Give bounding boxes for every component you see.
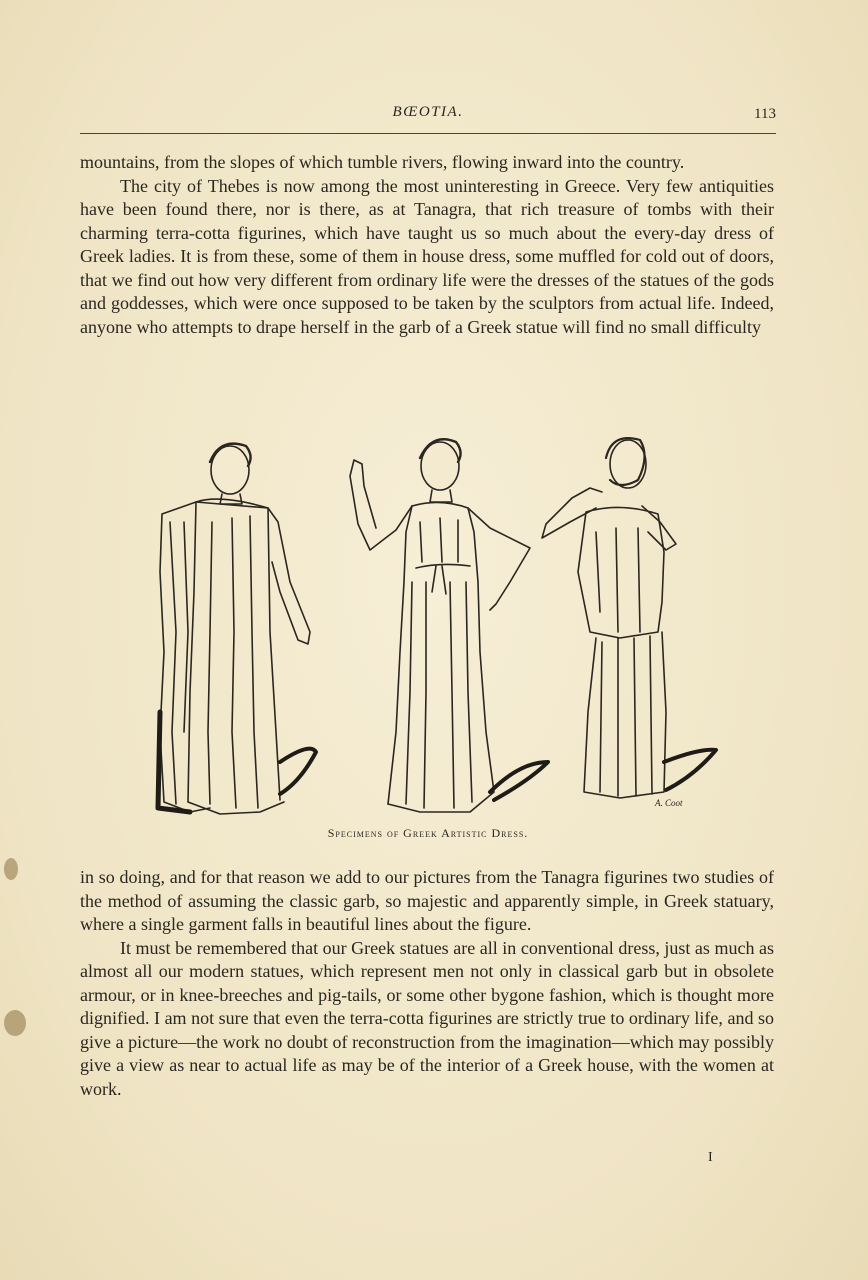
paragraph: It must be remembered that our Greek statues are all in conventional dress, just as much as almost all our modern statues, which represent men not only in classical garb but in obsolete armour, or in knee-breeches and pig-tails, or some other bygone fashion, which is thought more dignified. I am not sure that even the terra-cotta figurines are strictly true to ordinary life, and so give a picture—the work no doubt of reconstruction from the imagination—which may possibly give a view as near to actual life as may be of the interior of a Greek house, with the women at work. [80, 937, 774, 1099]
body-text-bottom [80, 866, 774, 1101]
greek-dress-illustration [150, 432, 730, 817]
header-rule [80, 133, 776, 134]
artist-signature: A. Coot [655, 798, 683, 808]
page-header [80, 102, 776, 128]
paper-stain [4, 858, 18, 880]
figure-caption: Specimens of Greek Artistic Dress. [327, 826, 529, 840]
page-number: 113 [754, 106, 776, 122]
paper-stain [4, 1010, 26, 1036]
paragraph: The city of Thebes is now among the most uninteresting in Greece. Very few antiquities have been found there, nor is there, as at Tanagra, that rich treasure of tombs with their charming terra-cotta figurines, which have taught us so much about the every-day dress of Greek ladies. It is from these, some of them in house dress, some muffled for cold out of doors, that we find out how very different from ordinary life were the dresses of the statues of the gods and goddesses, which were once supposed to be taken by the sculptors from actual life. Indeed, anyone who attempts to drape herself in the garb of a Greek statue will find no small difficulty [80, 175, 774, 337]
signature-mark: I [708, 1150, 713, 1165]
running-title: BŒOTIA. [392, 104, 464, 120]
paragraph: mountains, from the slopes of which tumble rivers, flowing inward into the country. [80, 152, 685, 172]
figure-draped-woman-left [158, 444, 316, 814]
body-text-top [80, 151, 774, 339]
paragraph: in so doing, and for that reason we add to our pictures from the Tanagra figurines two studies of the method of assuming the classic garb, so majestic and apparently simple, in Greek statuary, where a single garment falls in beautiful lines about the figure. [80, 867, 774, 934]
figure-woman-hand-at-shoulder [542, 438, 716, 798]
figure-woman-raised-arm [350, 439, 548, 812]
